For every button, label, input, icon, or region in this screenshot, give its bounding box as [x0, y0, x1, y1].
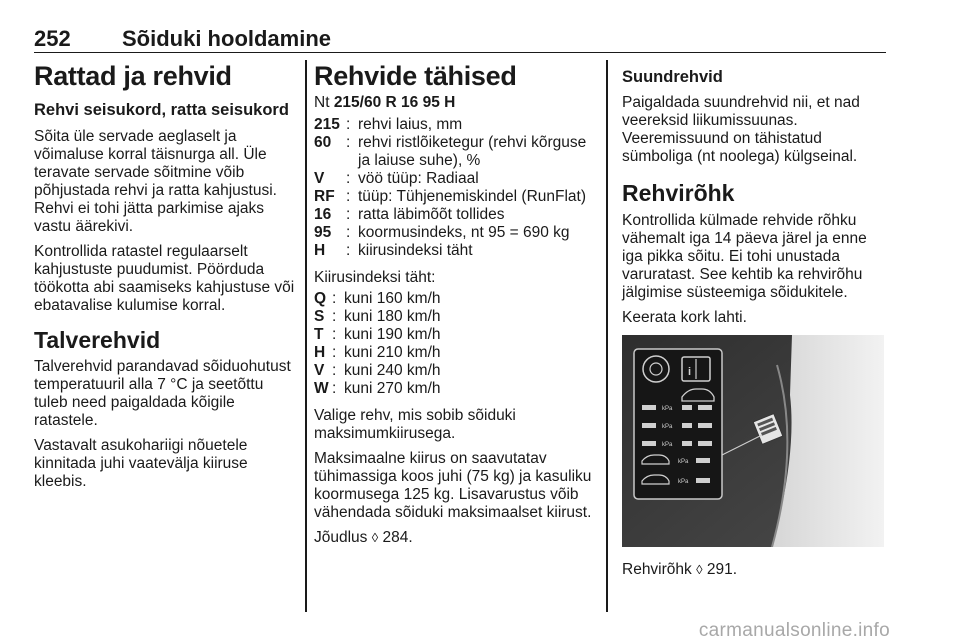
example-line: Nt 215/60 R 16 95 H	[314, 94, 456, 112]
page-header	[34, 26, 886, 53]
paragraph: Vastavalt asukohariigi nõuetele kinnitada juhi vaatevälja kiiruse kleebis.	[34, 437, 248, 491]
kpa-label: kPa	[678, 479, 689, 486]
speed-index-title: Kiirusindeksi täht:	[314, 269, 436, 287]
cross-reference: Rehvirõhk ◊ 291.	[622, 561, 738, 579]
definition-row: H : kiirusindeksi täht	[314, 242, 473, 260]
kpa-label: kPa	[678, 459, 689, 466]
subheading-condition: Rehvi seisukord, ratta seisukord	[34, 101, 289, 120]
speed-row: Q : kuni 160 km/h	[314, 290, 441, 308]
definition-list	[314, 116, 596, 260]
column-3	[622, 60, 888, 586]
speed-row: V : kuni 240 km/h	[314, 362, 441, 380]
heading-tyre-pressure: Rehvirõhk	[622, 180, 735, 207]
heading-winter-tyres: Talverehvid	[34, 326, 161, 353]
svg-text:i: i	[688, 366, 692, 379]
example-code: 215/60 R 16 95 H	[333, 94, 456, 112]
paragraph: Kontrollida ratastel regulaarselt kahjustuste puudumist. Pöörduda töökotta abi saamiseks kahjustuse või ebatavalise kulumise korral.	[34, 242, 295, 314]
tyre-pressure-label-photo	[622, 335, 884, 547]
paragraph: Valige rehv, mis sobib sõiduki maksimumkiirusega.	[314, 407, 516, 443]
kpa-label: kPa	[662, 406, 673, 413]
heading-tyre-designations: Rehvide tähised	[314, 61, 517, 91]
paragraph: Paigaldada suundrehvid nii, et nad veereksid liikumissuunas. Veeremissuund on tähistatud sümboliga (nt noolega) külgseinal.	[622, 94, 860, 166]
speed-row: T : kuni 190 km/h	[314, 326, 441, 344]
speed-row: S : kuni 180 km/h	[314, 308, 441, 326]
paragraph: Keerata kork lahti.	[622, 309, 747, 327]
definition-row: 95 : koormusindeks, nt 95 = 690 kg	[314, 224, 570, 242]
column-divider	[305, 60, 307, 612]
watermark: carmanualsonline.info	[698, 620, 890, 641]
page-number: 252	[34, 26, 71, 51]
column-2	[314, 60, 596, 554]
speed-index-list	[314, 290, 596, 398]
reference-arrow-icon: ◊	[371, 530, 379, 546]
column-divider	[606, 60, 608, 612]
speed-row: H : kuni 210 km/h	[314, 344, 441, 362]
chapter-title: Rattad ja rehvid	[34, 61, 232, 91]
paragraph: Sõita üle servade aeglaselt ja võimaluse korral täisnurga all. Üle teravate servade sõitmine võib põhjustada rehvi ja ratta kahjustusi. Rehvi ei tohi jätta parkimise ajaks vastu äärekivi.	[34, 127, 277, 235]
kpa-label: kPa	[662, 442, 673, 449]
section-title: Sõiduki hooldamine	[122, 26, 332, 51]
definition-row: 60 : rehvi ristlõiketegur (rehvi kõrguse ja laiuse suhe), %	[314, 134, 587, 170]
speed-row: W : kuni 270 km/h	[314, 380, 441, 398]
kpa-label: kPa	[662, 424, 673, 431]
column-1	[34, 60, 296, 498]
subheading-directional-tyres: Suundrehvid	[622, 68, 723, 86]
definition-row: RF : tüüp: Tühjenemiskindel (RunFlat)	[314, 188, 587, 206]
definition-row: V : vöö tüüp: Radiaal	[314, 170, 479, 188]
paragraph: Kontrollida külmade rehvide rõhku vähemalt iga 14 päeva järel ja enne iga pikka sõitu. Ei tohi unustada varuratast. See kehtib ka rehvirõhu jälgimise süsteemiga sõidukitele.	[622, 212, 867, 302]
cross-reference: Jõudlus ◊ 284.	[314, 529, 413, 547]
reference-arrow-icon: ◊	[696, 562, 703, 578]
definition-row: 16 : ratta läbimõõt tollides	[314, 206, 505, 224]
definition-row: 215 : rehvi laius, mm	[314, 116, 463, 134]
paragraph: Maksimaalne kiirus on saavutatav tühimassiga koos juhi (75 kg) ja kasuliku koormusega 125 kg. Lisavarustus võib vähendada sõiduki maksimaalset kiirust.	[314, 450, 592, 522]
paragraph: Talverehvid parandavad sõiduohutust temperatuuril alla 7 °C ja seetõttu tuleb need paigaldada kõigile ratastele.	[34, 358, 291, 430]
